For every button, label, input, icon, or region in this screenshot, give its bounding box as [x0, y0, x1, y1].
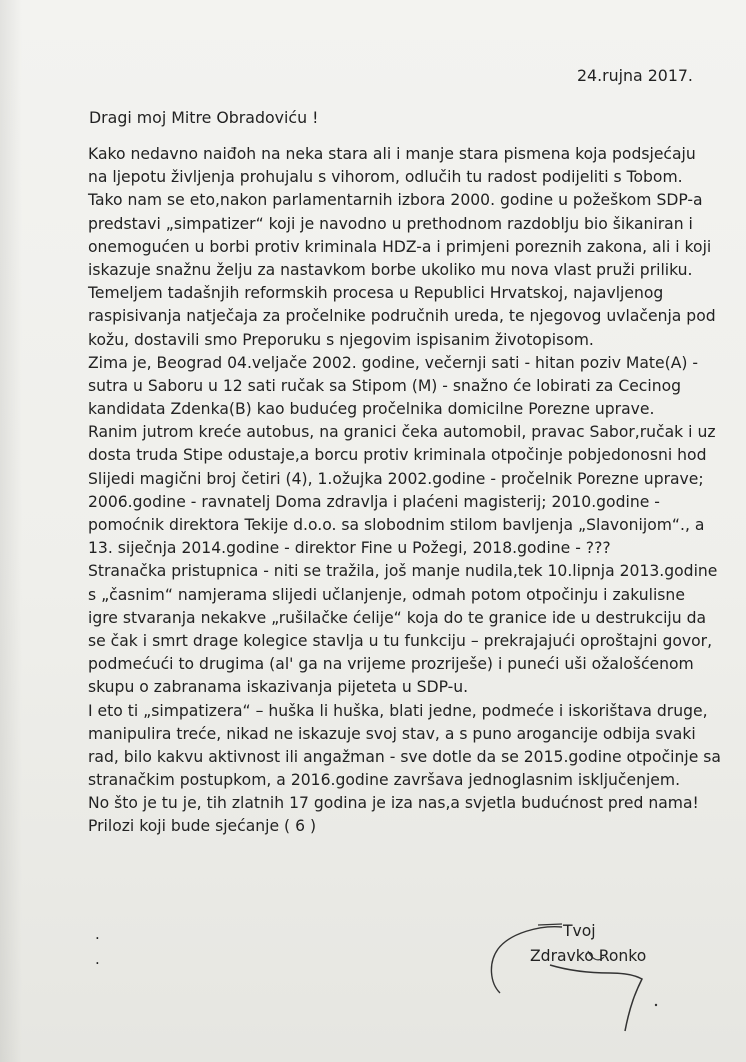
letter-line: skupu o zabranama iskazivanja pijeteta u SDP-u. — [88, 678, 469, 697]
letter-line: Kako nedavno naiđoh na neka stara ali i manje stara pismena koja podsjećaju — [88, 145, 696, 163]
letter-line: predstavi „simpatizer“ koji je navodno u prethodnom razdoblju bio šikaniran i — [88, 214, 693, 233]
letter-line: Tako nam se eto,nakon parlamentarnih izbora 2000. godine u požeškom SDP-a — [88, 191, 703, 210]
letter-line: rad, bilo kakvu aktivnost ili angažman - sve dotle da se 2015.godine otpočinje sa — [88, 747, 721, 766]
letter-line: podmećući to drugima (al' ga na vrijeme prozriješe) i puneći uši ožalošćenom — [88, 655, 694, 674]
letter-line: No što je tu je, tih zlatnih 17 godina je iza nas,a svjetla budućnost pred nama! — [88, 794, 699, 813]
signature-name: Zdravko Ronko — [530, 947, 647, 965]
letter-date: 24.rujna 2017. — [577, 66, 693, 85]
closing-text: Tvoj — [563, 922, 596, 940]
letter-line: Zima je, Beograd 04.veljače 2002. godine, večernji sati - hitan poziv Mate(A) - — [88, 353, 699, 372]
letter-line: se čak i smrt drage kolegice stavlja u tu funkciju – prekrajajući oproštajni govor, — [88, 631, 713, 650]
page-shadow — [0, 0, 22, 1062]
letter-line: kandidata Zdenka(B) kao budućeg pročelnika domicilne Porezne uprave. — [88, 400, 655, 419]
letter-line: Prilozi koji bude sjećanje ( 6 ) — [88, 817, 317, 836]
letter-line: Stranačka pristupnica - niti se tražila, još manje nudila,tek 10.lipnja 2013.godine — [88, 562, 718, 581]
letter-line: dosta truda Stipe odustaje,a borcu protiv kriminala otpočinje pobjedonosni hod — [88, 446, 707, 465]
letter-body — [88, 143, 721, 839]
letter-line: 2006.godine - ravnatelj Doma zdravlja i plaćeni magisterij; 2010.godine - — [88, 492, 660, 511]
letter-line: na ljepotu življenja prohujalu s vihorom, odlučih tu radost podijeliti s Tobom. — [88, 168, 683, 187]
letter-line: 13. siječnja 2014.godine - direktor Fine u Požegi, 2018.godine - ??? — [88, 539, 611, 558]
letter-line: Slijedi magični broj četiri (4), 1.ožujka 2002.godine - pročelnik Porezne uprave; — [88, 469, 704, 488]
letter-line: s „časnim“ namjerama slijedi učlanjenje, odmah potom otpočinju i zakulisne — [88, 585, 685, 604]
letter-line: manipulira treće, nikad ne iskazuje svoj stav, a s puno arogancije odbija svaki — [88, 724, 696, 743]
letter-line: Temeljem tadašnjih reformskih procesa u Republici Hrvatskoj, najavljenog — [88, 284, 664, 303]
letter-line: I eto ti „simpatizera“ – huška li huška, blati jedne, podmeće i iskorištava druge, — [88, 701, 708, 720]
letter-line: sutra u Saboru u 12 sati ručak sa Stipom (M) - snažno će lobirati za Cecinog — [88, 376, 682, 395]
letter-greeting: Dragi moj Mitre Obradoviću ! — [89, 108, 319, 127]
letter-line: Ranim jutrom kreće autobus, na granici čeka automobil, pravac Sabor,ručak i uz — [88, 423, 716, 442]
list-mark: . — [95, 925, 100, 943]
letter-line: igre stvaranja nekakve „rušilačke ćelije“ koja do te granice ide u destrukciju da — [88, 608, 707, 627]
letter-line: onemogućen u borbi protiv kriminala HDZ-a i primjeni poreznih zakona, ali i koji — [88, 237, 712, 256]
letter-line: stranačkim postupkom, a 2016.godine završava jednoglasnim isključenjem. — [88, 771, 681, 790]
letter-line: raspisivanja natječaja za pročelnike područnih ureda, te njegovog uvlačenja pod — [88, 307, 716, 326]
letter-line: pomoćnik direktora Tekije d.o.o. sa slobodnim stilom bavljenja „Slavonijom“., a — [88, 516, 705, 534]
letter-line: kožu, dostavili smo Preporuku s njegovim ispisanim životopisom. — [88, 330, 594, 349]
letter-line: iskazuje snažnu želju za nastavkom borbe ukoliko mu nova vlast pruži priliku. — [88, 260, 693, 279]
list-mark: . — [95, 950, 100, 968]
